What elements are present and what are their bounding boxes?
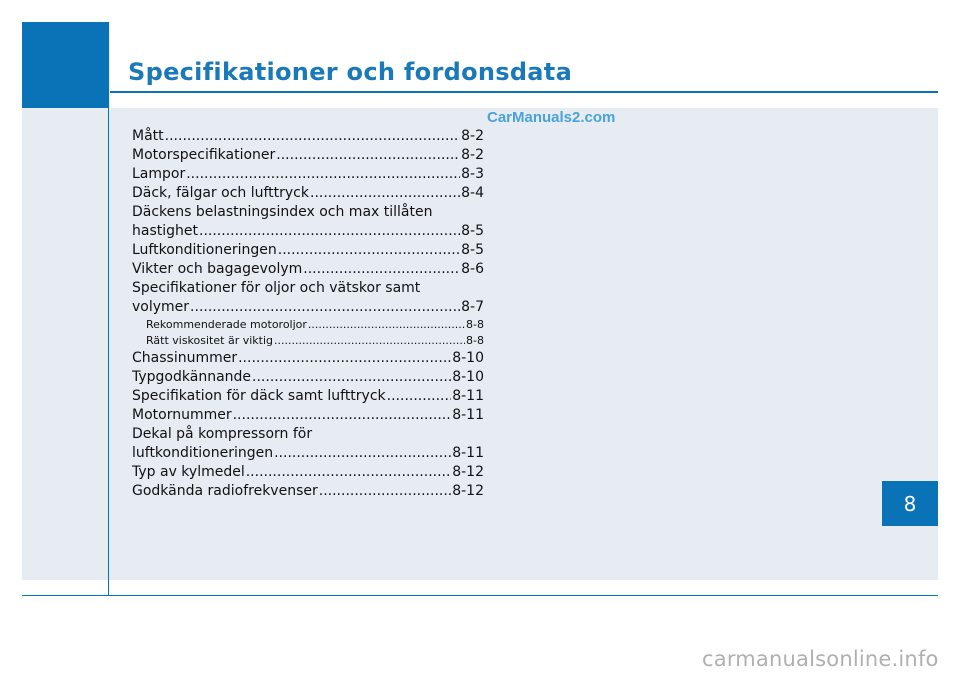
toc-entry[interactable] (132, 387, 484, 406)
leader-dots (190, 300, 460, 314)
toc-entry[interactable] (132, 368, 484, 387)
leader-dots (278, 243, 460, 257)
toc-line (132, 146, 484, 165)
chapter-tab[interactable]: 8 (882, 481, 938, 526)
toc-page-number: 8-11 (452, 407, 484, 423)
toc-page-number: 8-2 (461, 147, 484, 163)
toc-entry-title: Motorspecifikationer (132, 147, 276, 163)
toc-entry-title-line2: volymer (132, 299, 190, 315)
leader-dots (310, 186, 460, 200)
toc-entry-title: Mått (132, 128, 164, 144)
leader-dots (252, 370, 451, 384)
leader-dots (165, 129, 460, 143)
toc-page-number: 8-3 (461, 166, 484, 182)
toc-entry-title-line2: hastighet (132, 223, 198, 239)
toc-page-number: 8-2 (461, 128, 484, 144)
table-of-contents (132, 127, 484, 501)
toc-line (132, 406, 484, 425)
leader-dots (387, 389, 452, 403)
toc-entry-title: Däck, fälgar och lufttryck (132, 185, 309, 201)
toc-entry[interactable] (132, 279, 484, 317)
toc-entry[interactable] (132, 127, 484, 146)
toc-page-number: 8-6 (461, 261, 484, 277)
toc-page-number: 8-10 (452, 369, 484, 385)
toc-line (132, 333, 484, 349)
toc-line (132, 184, 484, 203)
toc-line (132, 368, 484, 387)
toc-line (132, 387, 484, 406)
toc-entry-title: Typgodkännande (132, 369, 252, 385)
left-margin-rule (108, 108, 109, 596)
toc-line (132, 349, 484, 368)
toc-page-number: 8-8 (466, 334, 484, 347)
toc-line (132, 165, 484, 184)
toc-line (132, 298, 484, 317)
toc-page-number: 8-11 (452, 445, 484, 461)
toc-entry-title: Rätt viskositet är viktig (146, 334, 273, 347)
leader-dots (246, 465, 451, 479)
toc-subentry[interactable] (132, 317, 484, 333)
toc-entry-title-line2: luftkonditioneringen (132, 445, 274, 461)
toc-entry[interactable] (132, 463, 484, 482)
toc-entry[interactable] (132, 406, 484, 425)
toc-entry-title: Lampor (132, 166, 186, 182)
toc-line (132, 222, 484, 241)
toc-entry-title: Chassinummer (132, 350, 238, 366)
leader-dots (238, 351, 451, 365)
toc-entry[interactable] (132, 165, 484, 184)
toc-entry-title-line1: Specifikationer för oljor och vätskor samt (132, 280, 421, 296)
leader-dots (276, 148, 460, 162)
toc-subentry[interactable] (132, 333, 484, 349)
toc-entry-title: Specifikation för däck samt lufttryck (132, 388, 386, 404)
toc-line (132, 463, 484, 482)
toc-entry-title: Godkända radiofrekvenser (132, 483, 318, 499)
watermark-carmanualsonline: carmanualsonline.info (702, 647, 939, 671)
leader-dots (308, 319, 465, 330)
toc-entry[interactable] (132, 260, 484, 279)
toc-entry[interactable] (132, 425, 484, 463)
bottom-rule (22, 595, 938, 596)
toc-entry-title-line1: Däckens belastningsindex och max tillåten (132, 204, 433, 220)
toc-line (132, 317, 484, 333)
toc-entry-title-line1: Dekal på kompressorn för (132, 426, 313, 442)
toc-page-number: 8-5 (461, 223, 484, 239)
chapter-color-block (22, 22, 109, 108)
toc-entry[interactable] (132, 146, 484, 165)
leader-dots (274, 335, 465, 346)
toc-entry[interactable] (132, 184, 484, 203)
title-underline (110, 91, 938, 93)
toc-line (132, 260, 484, 279)
toc-page-number: 8-11 (452, 388, 484, 404)
toc-page-number: 8-10 (452, 350, 484, 366)
toc-entry-title: Rekommenderade motoroljor (146, 318, 307, 331)
toc-page-number: 8-5 (461, 242, 484, 258)
leader-dots (274, 446, 451, 460)
toc-line (132, 482, 484, 501)
toc-page-number: 8-8 (466, 318, 484, 331)
toc-entry[interactable] (132, 203, 484, 241)
toc-page-number: 8-4 (461, 185, 484, 201)
toc-entry-title: Typ av kylmedel (132, 464, 245, 480)
toc-page-number: 8-12 (452, 464, 484, 480)
toc-entry[interactable] (132, 241, 484, 260)
toc-line (132, 127, 484, 146)
toc-page-number: 8-12 (452, 483, 484, 499)
page-title: Specifikationer och fordonsdata (128, 58, 573, 86)
leader-dots (303, 262, 460, 276)
toc-line (132, 444, 484, 463)
leader-dots (233, 408, 452, 422)
toc-entry-title: Luftkonditioneringen (132, 242, 277, 258)
toc-line (132, 241, 484, 260)
watermark-carmanuals2[interactable]: CarManuals2.com (487, 109, 616, 126)
leader-dots (186, 167, 460, 181)
toc-entry-title: Motornummer (132, 407, 232, 423)
toc-entry[interactable] (132, 482, 484, 501)
leader-dots (319, 484, 451, 498)
toc-entry-title: Vikter och bagagevolym (132, 261, 303, 277)
toc-entry[interactable] (132, 349, 484, 368)
leader-dots (199, 224, 460, 238)
toc-page-number: 8-7 (461, 299, 484, 315)
